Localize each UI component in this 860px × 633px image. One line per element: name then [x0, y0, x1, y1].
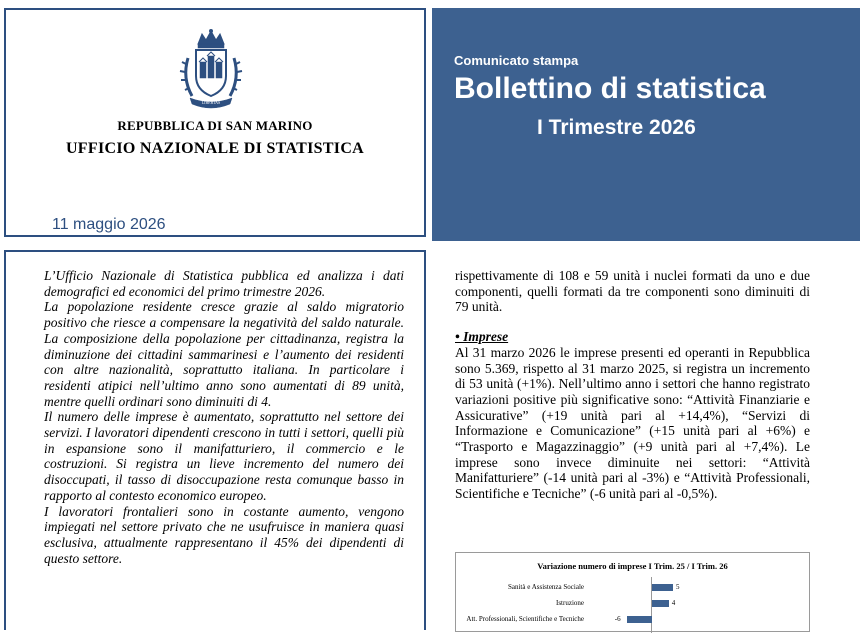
body-column [455, 268, 810, 502]
bulletin-period: I Trimestre 2026 [537, 116, 696, 139]
header-title-panel [432, 8, 860, 241]
office-name: UFFICIO NAZIONALE DI STATISTICA [65, 140, 365, 157]
bulletin-title: Bollettino di statistica [454, 72, 766, 105]
chart-value-label: -6 [614, 615, 621, 623]
chart-category-label: Istruzione [556, 599, 584, 607]
summary-paragraph: La popolazione residente cresce grazie al saldo migratorio positivo che riesce a compensare la negatività del saldo naturale. La composizione della popolazione per cittadinanza, registra la diminuzione dei cittadini sammarinesi e l’aumento dei residenti con altre nazionalità, soprattutto italiana. In particolare i residenti atipici nell’ultimo anno sono aumentati di 89 unità, mentre quelli ordinari sono diminuiti di 4. [44, 299, 404, 409]
san-marino-coat-of-arms-icon [176, 28, 246, 110]
press-release-label: Comunicato stampa [454, 53, 579, 68]
chart-title: Variazione numero di imprese I Trim. 25 / I Trim. 26 [537, 561, 728, 571]
section-heading-imprese: • Imprese [455, 329, 509, 345]
publication-date: 11 maggio 2026 [52, 216, 166, 233]
chart-bar [652, 600, 669, 607]
header-logo-panel [4, 8, 426, 237]
summary-paragraph: Il numero delle imprese è aumentato, soprattutto nel settore dei servizi. I lavoratori dipendenti crescono in tutti i settori, quelli più in espansione sono il manifatturiero, il commercio e le costruzioni. Si registra un lieve incremento del numero dei disoccupati, il tasso di disoccupazione resta comunque basso in rapporto al contesto economico europeo. [44, 409, 404, 503]
chart-bar [652, 584, 673, 591]
summary-paragraph: L’Ufficio Nazionale di Statistica pubblica ed analizza i dati demografici ed economici del primo trimestre 2026. [44, 268, 404, 299]
summary-text [44, 268, 404, 566]
chart-value-label: 4 [671, 599, 676, 607]
republic-name: REPUBBLICA DI SAN MARINO [117, 118, 313, 133]
svg-text:LIBERTAS: LIBERTAS [201, 100, 221, 105]
business-variation-chart [455, 552, 810, 632]
chart-category-label: Sanità e Assistenza Sociale [507, 583, 584, 591]
summary-paragraph: I lavoratori frontalieri sono in costante aumento, vengono impiegati nel settore privato che ne usufruisce in maniera quasi esclusiva, attualmente rappresentano il 45% dei dipendenti di questo settore. [44, 503, 404, 566]
continuation-paragraph: rispettivamente di 108 e 59 unità i nuclei formati da uno e due componenti, quelli formati da tre componenti sono diminuiti di 79 unità. [455, 268, 810, 315]
chart-value-label: 5 [676, 583, 680, 591]
imprese-paragraph: Al 31 marzo 2026 le imprese presenti ed operanti in Repubblica sono 5.369, rispetto al 31 marzo 2025, si registra un incremento di 53 unità (+1%). Nell’ultimo anno i settori che hanno registrato variazioni positive più significative sono: “Attività Finanziarie e Assicurative” (+19 unità pari al +14,4%), “Servizi di Informazione e Comunicazione” (+15 unità pari al +6%) e “Trasporto e Magazzinaggio” (+9 unità pari al +7,4%). Le imprese sono invece diminuite nei settori: “Attività Manifatturiere” (-14 unità pari al -3%) e “Attività Professionali, Scientifiche e Tecniche” (-6 unità pari al -0,5%). [455, 344, 810, 502]
chart-bar [627, 616, 652, 623]
chart-category-label: Att. Professionali, Scientifiche e Tecniche [466, 615, 584, 623]
